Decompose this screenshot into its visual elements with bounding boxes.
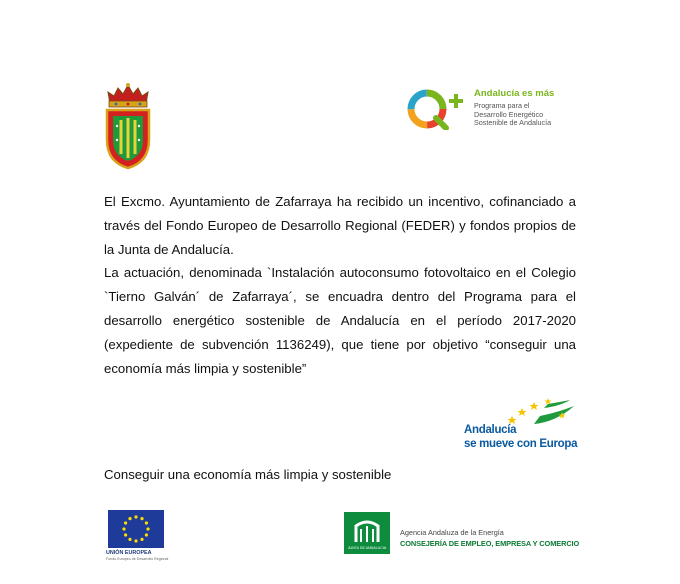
andalucia-es-mas-logo [406, 86, 576, 132]
eu-label: UNIÓN EUROPEA [106, 550, 152, 556]
eu-logo [106, 510, 169, 564]
program-logo-subtitle-line: Desarrollo Energético [474, 109, 544, 119]
eu-flag-icon [108, 510, 164, 548]
notice-paragraph: La actuación, denominada `Instalación autoconsumo fotovoltaico en el Colegio `Tierno Galván´ de Zafarraya´, se encuadra dentro del Programa para el desarrollo energético sostenible de Andalucía en el período 2017-2020 (expediente de subvención 1136249), que tiene por objetivo “conseguir una economía más limpia y sostenible” [104, 265, 576, 376]
notice-body [104, 190, 576, 380]
eu-sublabel: Fondo Europeo de Desarrollo Regional [106, 557, 169, 561]
notice-paragraph: El Excmo. Ayuntamiento de Zafarraya ha recibido un incentivo, cofinanciado a través del Fondo Europeo de Desarrollo Regional (FEDER) y fondos propios de la Junta de Andalucía. [104, 194, 576, 257]
program-logo-subtitle [474, 102, 551, 128]
junta-agency: Agencia Andaluza de la Energía [400, 528, 504, 537]
coat-of-arms-icon [104, 82, 152, 170]
andalucia-se-mueve-con-europa-logo-icon [504, 398, 576, 426]
andalucia-es-mas-logo-icon [406, 88, 468, 130]
program-logo-subtitle-line: Programa para el [474, 101, 530, 110]
program-logo-title: Andalucía es más [474, 88, 555, 99]
junta-box-text: JUNTA DE ANDALUCIA [347, 546, 387, 550]
europe-logo-line1: Andalucía [464, 424, 517, 436]
andalucia-se-mueve-con-europa-logo [464, 398, 576, 454]
slogan: Conseguir una economía más limpia y sostenible [104, 467, 392, 482]
europe-logo-line2: se mueve con Europa [464, 438, 578, 450]
junta-department: CONSEJERÍA DE EMPLEO, EMPRESA Y COMERCIO [400, 539, 580, 548]
junta-logo [344, 512, 578, 556]
program-logo-subtitle-line: Sostenible de Andalucía [474, 118, 552, 128]
